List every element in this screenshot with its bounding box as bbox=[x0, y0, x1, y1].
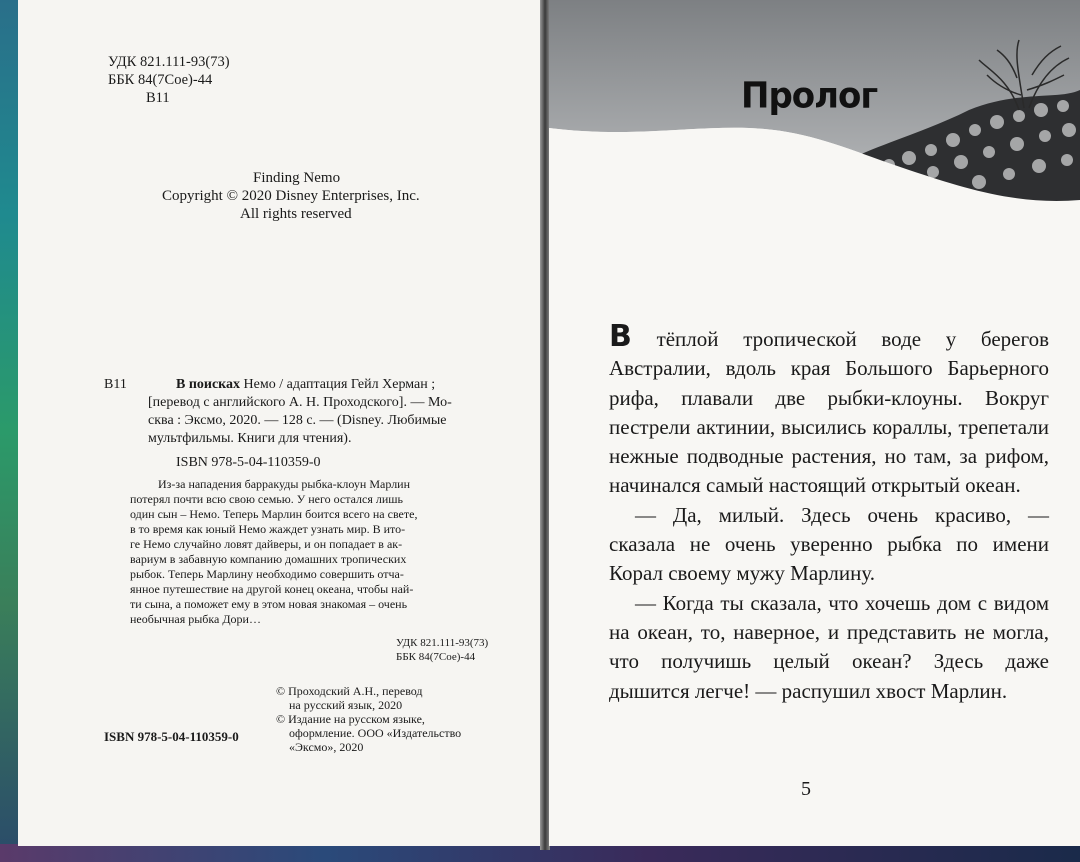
page-number: 5 bbox=[801, 778, 811, 800]
prologue-page bbox=[549, 0, 1080, 846]
catalog-code: В11 bbox=[104, 377, 127, 392]
annotation-line: необычная рыбка Дори… bbox=[130, 612, 261, 626]
bbk-small: ББК 84(7Сое)-44 bbox=[396, 651, 476, 663]
catalog-entry-line3: сква : Эксмо, 2020. — 128 с. — (Disney. Любимые bbox=[148, 413, 447, 428]
udk-small: УДК 821.111-93(73) bbox=[396, 637, 489, 649]
catalog-entry-line2: [перевод с английского А. Н. Проходского]. — Мо- bbox=[148, 395, 452, 410]
udk-code: УДК 821.111-93(73) bbox=[108, 54, 230, 70]
annotation-line: янное путешествие на другой конец океана, чтобы най- bbox=[130, 582, 414, 596]
drop-cap: В bbox=[609, 319, 632, 354]
paragraph-1 bbox=[609, 319, 1049, 501]
copyright-page bbox=[18, 0, 542, 846]
bbk-code: ББК 84(7Сое)-44 bbox=[108, 72, 213, 88]
annotation-line: вариум в забавную компанию домашних тропических bbox=[130, 552, 407, 566]
paragraph-2: — Да, милый. Здесь очень красиво, — сказала не очень уверенно рыбка по имени Корал своему мужу Марлину. bbox=[609, 502, 1049, 586]
paragraph-1-text: тёплой тропической воде у берегов Австралии, вдоль края Большого Барьерного рифа, плавали две рыбки-клоуны. Вокруг пестрели актинии, высились кораллы, трепетали нежные подводные растения, но там, за рифом, начинался самый настоящий открытый океан. bbox=[609, 327, 1049, 498]
author-code: В11 bbox=[146, 90, 170, 106]
annotation-line: ти сына, а поможет ему в этом новая знакомая – очень bbox=[130, 597, 408, 611]
catalog-entry-line4: мультфильмы. Книги для чтения). bbox=[148, 431, 352, 446]
catalog-title-bold: В поисках bbox=[176, 377, 241, 392]
annotation-line: рыбок. Теперь Марлину необходимо совершить отча- bbox=[130, 567, 404, 581]
prologue-text bbox=[609, 319, 1049, 706]
annotation-line: Из-за нападения барракуды рыбка-клоун Марлин bbox=[158, 477, 411, 491]
isbn-bottom: ISBN 978-5-04-110359-0 bbox=[104, 729, 239, 744]
annotation-line: потерял почти всю свою семью. У него остался лишь bbox=[130, 492, 404, 506]
copyright-line: Copyright © 2020 Disney Enterprises, Inc. bbox=[162, 188, 420, 204]
translation-copyright-line: © Проходский А.Н., перевод bbox=[276, 684, 423, 698]
catalog-line1-rest: Немо / адаптация Гейл Херман ; bbox=[243, 377, 436, 392]
translation-copyright-line: «Эксмо», 2020 bbox=[289, 740, 364, 754]
translation-copyright-line: на русский язык, 2020 bbox=[289, 698, 403, 712]
rights-line: All rights reserved bbox=[240, 206, 352, 222]
chapter-title: Пролог bbox=[741, 75, 878, 117]
catalog-entry-line1 bbox=[176, 376, 435, 393]
annotation-line: в то время как юный Немо жаждет узнать мир. В ито- bbox=[130, 522, 406, 536]
annotation-line: ге Немо случайно ловят дайверы, и он попадает в ак- bbox=[130, 537, 403, 551]
isbn-inline: ISBN 978-5-04-110359-0 bbox=[176, 455, 321, 470]
original-title: Finding Nemo bbox=[253, 170, 341, 186]
paragraph-3: — Когда ты сказала, что хочешь дом с видом на океан, то, наверное, и представить не могла, что получишь целый океан? Здесь даже дышится легче! — распушил хвост Марлин. bbox=[609, 590, 1049, 703]
translation-copyright-line: © Издание на русском языке, bbox=[276, 712, 425, 726]
annotation-line: один сын – Немо. Теперь Марлин боится всего на свете, bbox=[130, 507, 418, 521]
translation-copyright-line: оформление. ООО «Издательство bbox=[289, 726, 462, 740]
book-cover-edge-left bbox=[0, 0, 20, 862]
